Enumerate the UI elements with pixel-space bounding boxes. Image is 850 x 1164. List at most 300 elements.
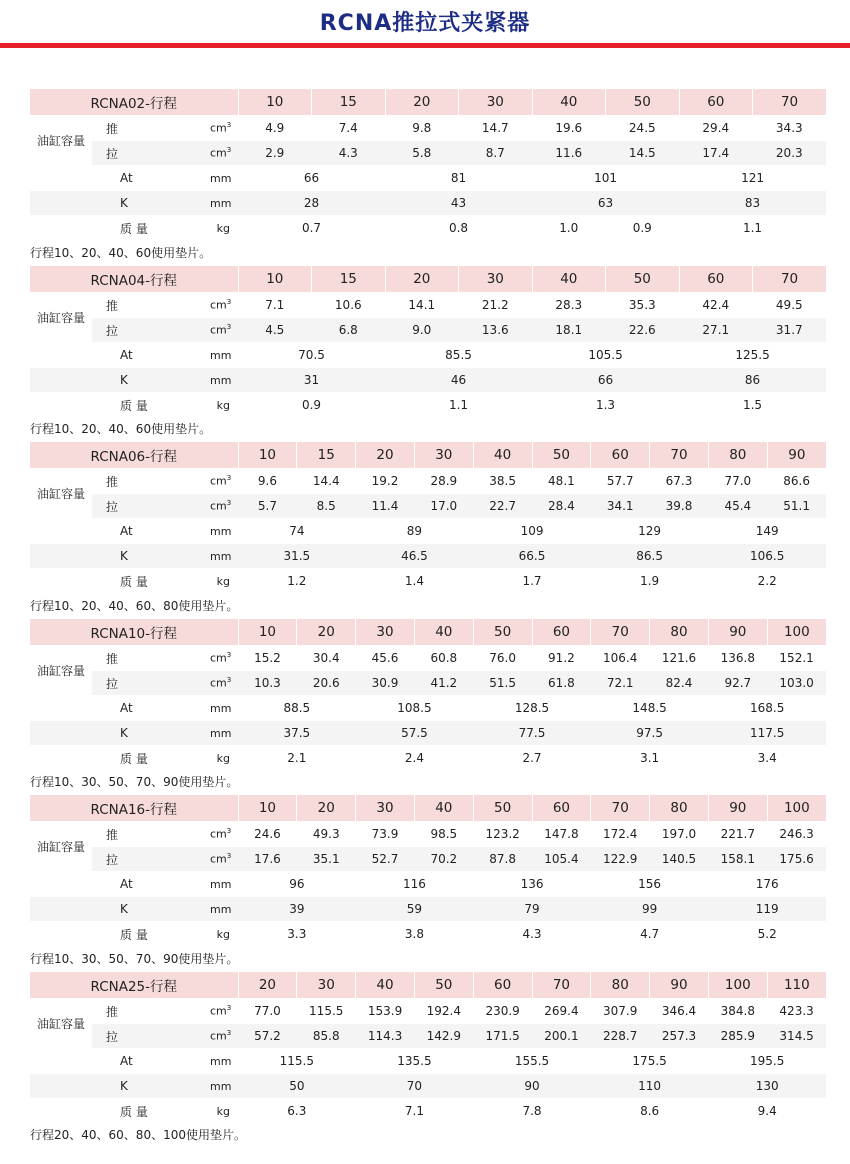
at-label: At	[30, 872, 210, 897]
at-value: 101	[532, 166, 679, 191]
k-value: 79	[473, 897, 591, 922]
stroke-value: 80	[650, 795, 709, 822]
mass-value: 1.1	[385, 393, 532, 418]
push-value: 9.6	[238, 469, 297, 494]
at-value: 88.5	[238, 696, 356, 721]
push-value: 10.6	[312, 293, 386, 318]
push-value: 153.9	[356, 999, 415, 1024]
stroke-value: 70	[753, 89, 827, 116]
push-value: 30.4	[297, 646, 356, 671]
pull-value: 171.5	[473, 1024, 532, 1049]
push-value: 76.0	[473, 646, 532, 671]
mass-value: 1.3	[532, 393, 679, 418]
push-value: 60.8	[414, 646, 473, 671]
push-value: 19.2	[356, 469, 415, 494]
pull-row	[30, 141, 826, 166]
pull-value: 9.0	[385, 318, 459, 343]
push-value: 45.6	[356, 646, 415, 671]
pull-value: 39.8	[650, 494, 709, 519]
unit-cm3	[210, 671, 238, 696]
mass-value: 1.7	[473, 569, 591, 594]
mass-value: 3.4	[708, 746, 826, 771]
unit-superscript: 3	[226, 474, 232, 483]
pull-value: 87.8	[473, 847, 532, 872]
push-value: 14.1	[385, 293, 459, 318]
at-value: 105.5	[532, 343, 679, 368]
mass-value: 7.1	[356, 1099, 474, 1124]
k-value: 57.5	[356, 721, 474, 746]
at-value: 74	[238, 519, 356, 544]
mass-value: 2.7	[473, 746, 591, 771]
pull-value: 5.8	[385, 141, 459, 166]
push-value: 4.9	[238, 116, 312, 141]
mass-label: 质 量	[30, 1099, 210, 1124]
mass-value: 1.0	[532, 216, 606, 241]
unit-cm3	[210, 141, 238, 166]
pull-value: 5.7	[238, 494, 297, 519]
mass-label: 质 量	[30, 746, 210, 771]
stroke-value: 100	[708, 972, 767, 999]
stroke-header-row	[30, 89, 826, 116]
k-value: 97.5	[591, 721, 709, 746]
pull-value: 30.9	[356, 671, 415, 696]
push-value: 192.4	[414, 999, 473, 1024]
mass-value: 1.9	[591, 569, 709, 594]
at-value: 125.5	[679, 343, 826, 368]
unit-k: mm	[210, 1074, 238, 1099]
push-label: 推	[92, 116, 210, 141]
pull-value: 11.4	[356, 494, 415, 519]
at-value: 156	[591, 872, 709, 897]
pull-value: 57.2	[238, 1024, 297, 1049]
mass-value: 4.7	[591, 922, 709, 947]
unit-mass: kg	[210, 746, 238, 771]
k-label: K	[30, 1074, 210, 1099]
unit-superscript: 3	[226, 121, 232, 130]
unit-text: cm	[210, 651, 227, 665]
k-value: 66.5	[473, 544, 591, 569]
cylinder-capacity-label: 油缸容量	[30, 116, 92, 166]
pull-value: 200.1	[532, 1024, 591, 1049]
stroke-value: 60	[679, 89, 753, 116]
push-value: 14.7	[459, 116, 533, 141]
pull-value: 20.6	[297, 671, 356, 696]
at-value: 81	[385, 166, 532, 191]
at-label: At	[30, 343, 210, 368]
pull-label: 拉	[92, 494, 210, 519]
k-row	[30, 1074, 826, 1099]
unit-k: mm	[210, 191, 238, 216]
mass-value: 9.4	[708, 1099, 826, 1124]
stroke-value: 40	[414, 795, 473, 822]
unit-superscript: 3	[226, 676, 232, 685]
push-value: 147.8	[532, 822, 591, 847]
unit-superscript: 3	[226, 146, 232, 155]
pull-value: 17.0	[414, 494, 473, 519]
pull-value: 52.7	[356, 847, 415, 872]
unit-text: cm	[210, 852, 227, 866]
cylinder-capacity-label: 油缸容量	[30, 293, 92, 343]
mass-label: 质 量	[30, 569, 210, 594]
k-label: K	[30, 191, 210, 216]
unit-text: cm	[210, 499, 227, 513]
push-value: 7.1	[238, 293, 312, 318]
pull-value: 285.9	[708, 1024, 767, 1049]
stroke-value: 100	[767, 619, 826, 646]
k-value: 119	[708, 897, 826, 922]
unit-text: cm	[210, 676, 227, 690]
stroke-value: 20	[238, 972, 297, 999]
unit-superscript: 3	[226, 499, 232, 508]
unit-cm3	[210, 116, 238, 141]
unit-mass: kg	[210, 393, 238, 418]
pull-value: 4.3	[312, 141, 386, 166]
stroke-value: 50	[606, 89, 680, 116]
push-value: 28.3	[532, 293, 606, 318]
push-value: 86.6	[767, 469, 826, 494]
at-value: 116	[356, 872, 474, 897]
at-value: 155.5	[473, 1049, 591, 1074]
at-label: At	[30, 1049, 210, 1074]
mass-row	[30, 1099, 826, 1124]
mass-value: 1.2	[238, 569, 356, 594]
pull-value: 17.4	[679, 141, 753, 166]
pull-row	[30, 671, 826, 696]
push-value: 14.4	[297, 469, 356, 494]
k-value: 59	[356, 897, 474, 922]
unit-mass: kg	[210, 569, 238, 594]
model-name: RCNA04-行程	[30, 266, 238, 293]
mass-label: 质 量	[30, 393, 210, 418]
k-value: 99	[591, 897, 709, 922]
cylinder-capacity-label: 油缸容量	[30, 469, 92, 519]
model-name: RCNA06-行程	[30, 442, 238, 469]
mass-row	[30, 216, 826, 241]
k-label: K	[30, 721, 210, 746]
pull-value: 6.8	[312, 318, 386, 343]
push-value: 57.7	[591, 469, 650, 494]
unit-at: mm	[210, 519, 238, 544]
at-value: 135.5	[356, 1049, 474, 1074]
stroke-header-row	[30, 795, 826, 822]
stroke-value: 15	[312, 266, 386, 293]
pull-value: 85.8	[297, 1024, 356, 1049]
pull-value: 51.1	[767, 494, 826, 519]
unit-at: mm	[210, 1049, 238, 1074]
mass-value: 0.7	[238, 216, 385, 241]
stroke-value: 30	[414, 442, 473, 469]
push-value: 221.7	[708, 822, 767, 847]
model-name: RCNA10-行程	[30, 619, 238, 646]
cylinder-capacity-label: 油缸容量	[30, 646, 92, 696]
pull-value: 35.1	[297, 847, 356, 872]
stroke-value: 50	[606, 266, 680, 293]
spec-table	[30, 442, 826, 594]
stroke-value: 50	[473, 795, 532, 822]
push-value: 42.4	[679, 293, 753, 318]
page-title: RCNA推拉式夹紧器	[319, 11, 531, 36]
push-value: 24.5	[606, 116, 680, 141]
unit-text: cm	[210, 323, 227, 337]
pull-value: 257.3	[650, 1024, 709, 1049]
push-value: 73.9	[356, 822, 415, 847]
k-value: 117.5	[708, 721, 826, 746]
unit-cm3	[210, 999, 238, 1024]
mass-value: 3.3	[238, 922, 356, 947]
model-name: RCNA25-行程	[30, 972, 238, 999]
unit-k: mm	[210, 368, 238, 393]
stroke-value: 10	[238, 619, 297, 646]
at-row	[30, 872, 826, 897]
pull-value: 2.9	[238, 141, 312, 166]
k-value: 37.5	[238, 721, 356, 746]
pull-value: 31.7	[753, 318, 827, 343]
at-value: 115.5	[238, 1049, 356, 1074]
stroke-value: 90	[767, 442, 826, 469]
unit-cm3	[210, 646, 238, 671]
pull-value: 18.1	[532, 318, 606, 343]
unit-cm3	[210, 847, 238, 872]
unit-text: cm	[210, 121, 227, 135]
spacer-note: 行程10、30、50、70、90使用垫片。	[30, 775, 239, 789]
at-value: 85.5	[385, 343, 532, 368]
mass-row	[30, 922, 826, 947]
at-value: 108.5	[356, 696, 474, 721]
stroke-value: 20	[297, 619, 356, 646]
spec-table	[30, 972, 826, 1124]
k-value: 63	[532, 191, 679, 216]
pull-value: 28.4	[532, 494, 591, 519]
k-row	[30, 544, 826, 569]
unit-at: mm	[210, 343, 238, 368]
pull-value: 8.7	[459, 141, 533, 166]
k-value: 39	[238, 897, 356, 922]
pull-row	[30, 494, 826, 519]
push-row	[30, 646, 826, 671]
pull-label: 拉	[92, 318, 210, 343]
pull-value: 10.3	[238, 671, 297, 696]
unit-mass: kg	[210, 922, 238, 947]
k-row	[30, 368, 826, 393]
at-value: 66	[238, 166, 385, 191]
unit-superscript: 3	[226, 323, 232, 332]
stroke-value: 90	[708, 795, 767, 822]
pull-value: 14.5	[606, 141, 680, 166]
stroke-value: 50	[414, 972, 473, 999]
k-value: 106.5	[708, 544, 826, 569]
stroke-value: 20	[297, 795, 356, 822]
stroke-header-row	[30, 442, 826, 469]
push-value: 21.2	[459, 293, 533, 318]
push-value: 7.4	[312, 116, 386, 141]
push-value: 49.5	[753, 293, 827, 318]
pull-value: 122.9	[591, 847, 650, 872]
pull-value: 27.1	[679, 318, 753, 343]
pull-value: 11.6	[532, 141, 606, 166]
at-label: At	[30, 519, 210, 544]
at-value: 129	[591, 519, 709, 544]
unit-cm3	[210, 469, 238, 494]
push-value: 121.6	[650, 646, 709, 671]
stroke-value: 40	[473, 442, 532, 469]
stroke-value: 80	[591, 972, 650, 999]
pull-label: 拉	[92, 671, 210, 696]
mass-row	[30, 393, 826, 418]
push-value: 136.8	[708, 646, 767, 671]
push-value: 230.9	[473, 999, 532, 1024]
unit-text: cm	[210, 1029, 227, 1043]
pull-value: 17.6	[238, 847, 297, 872]
stroke-value: 10	[238, 266, 312, 293]
title-rule	[0, 43, 850, 48]
unit-mass: kg	[210, 1099, 238, 1124]
push-label: 推	[92, 293, 210, 318]
at-row	[30, 166, 826, 191]
push-value: 28.9	[414, 469, 473, 494]
push-row	[30, 116, 826, 141]
unit-text: cm	[210, 1004, 227, 1018]
push-value: 67.3	[650, 469, 709, 494]
stroke-value: 70	[591, 619, 650, 646]
spec-table	[30, 619, 826, 771]
pull-label: 拉	[92, 141, 210, 166]
pull-value: 20.3	[753, 141, 827, 166]
k-label: K	[30, 897, 210, 922]
push-label: 推	[92, 469, 210, 494]
stroke-value: 40	[532, 266, 606, 293]
stroke-value: 30	[356, 795, 415, 822]
stroke-value: 30	[356, 619, 415, 646]
pull-row	[30, 1024, 826, 1049]
push-value: 29.4	[679, 116, 753, 141]
mass-value: 7.8	[473, 1099, 591, 1124]
k-value: 43	[385, 191, 532, 216]
spacer-note: 行程10、20、40、60使用垫片。	[30, 422, 212, 436]
at-value: 89	[356, 519, 474, 544]
k-value: 70	[356, 1074, 474, 1099]
unit-at: mm	[210, 696, 238, 721]
pull-row	[30, 318, 826, 343]
spacer-note: 行程10、20、40、60、80使用垫片。	[30, 599, 239, 613]
push-value: 172.4	[591, 822, 650, 847]
stroke-value: 60	[532, 619, 591, 646]
unit-cm3	[210, 494, 238, 519]
stroke-value: 10	[238, 795, 297, 822]
push-value: 9.8	[385, 116, 459, 141]
push-value: 384.8	[708, 999, 767, 1024]
pull-value: 103.0	[767, 671, 826, 696]
pull-row	[30, 847, 826, 872]
stroke-value: 10	[238, 89, 312, 116]
pull-value: 70.2	[414, 847, 473, 872]
stroke-value: 10	[238, 442, 297, 469]
unit-cm3	[210, 293, 238, 318]
unit-at: mm	[210, 872, 238, 897]
pull-value: 22.6	[606, 318, 680, 343]
at-value: 96	[238, 872, 356, 897]
stroke-value: 60	[591, 442, 650, 469]
k-row	[30, 191, 826, 216]
mass-value: 3.8	[356, 922, 474, 947]
pull-value: 41.2	[414, 671, 473, 696]
at-row	[30, 519, 826, 544]
push-value: 423.3	[767, 999, 826, 1024]
at-value: 128.5	[473, 696, 591, 721]
pull-value: 228.7	[591, 1024, 650, 1049]
stroke-value: 80	[708, 442, 767, 469]
spacer-note: 行程20、40、60、80、100使用垫片。	[30, 1128, 246, 1142]
mass-label: 质 量	[30, 922, 210, 947]
push-row	[30, 999, 826, 1024]
push-value: 106.4	[591, 646, 650, 671]
pull-value: 175.6	[767, 847, 826, 872]
mass-value: 1.1	[679, 216, 826, 241]
stroke-value: 70	[591, 795, 650, 822]
stroke-value: 90	[650, 972, 709, 999]
push-value: 19.6	[532, 116, 606, 141]
pull-value: 92.7	[708, 671, 767, 696]
mass-row	[30, 746, 826, 771]
stroke-value: 40	[356, 972, 415, 999]
pull-value: 8.5	[297, 494, 356, 519]
unit-superscript: 3	[226, 298, 232, 307]
stroke-header-row	[30, 266, 826, 293]
push-value: 49.3	[297, 822, 356, 847]
spacer-note: 行程10、20、40、60使用垫片。	[30, 246, 212, 260]
unit-superscript: 3	[226, 1004, 232, 1013]
mass-value: 8.6	[591, 1099, 709, 1124]
push-value: 91.2	[532, 646, 591, 671]
mass-label: 质 量	[30, 216, 210, 241]
push-value: 115.5	[297, 999, 356, 1024]
k-value: 46	[385, 368, 532, 393]
stroke-value: 20	[356, 442, 415, 469]
at-label: At	[30, 166, 210, 191]
push-label: 推	[92, 999, 210, 1024]
push-value: 35.3	[606, 293, 680, 318]
at-value: 149	[708, 519, 826, 544]
push-value: 246.3	[767, 822, 826, 847]
at-value: 109	[473, 519, 591, 544]
stroke-header-row	[30, 619, 826, 646]
push-value: 269.4	[532, 999, 591, 1024]
k-label: K	[30, 368, 210, 393]
unit-text: cm	[210, 298, 227, 312]
push-value: 24.6	[238, 822, 297, 847]
pull-value: 13.6	[459, 318, 533, 343]
at-row	[30, 1049, 826, 1074]
k-row	[30, 721, 826, 746]
at-value: 176	[708, 872, 826, 897]
push-value: 48.1	[532, 469, 591, 494]
unit-superscript: 3	[226, 852, 232, 861]
unit-superscript: 3	[226, 1029, 232, 1038]
at-row	[30, 696, 826, 721]
pull-value: 61.8	[532, 671, 591, 696]
at-value: 121	[679, 166, 826, 191]
push-value: 15.2	[238, 646, 297, 671]
stroke-value: 30	[297, 972, 356, 999]
mass-value: 6.3	[238, 1099, 356, 1124]
unit-text: cm	[210, 827, 227, 841]
stroke-value: 60	[679, 266, 753, 293]
model-name: RCNA16-行程	[30, 795, 238, 822]
push-value: 152.1	[767, 646, 826, 671]
unit-cm3	[210, 318, 238, 343]
k-value: 83	[679, 191, 826, 216]
unit-cm3	[210, 1024, 238, 1049]
pull-value: 34.1	[591, 494, 650, 519]
